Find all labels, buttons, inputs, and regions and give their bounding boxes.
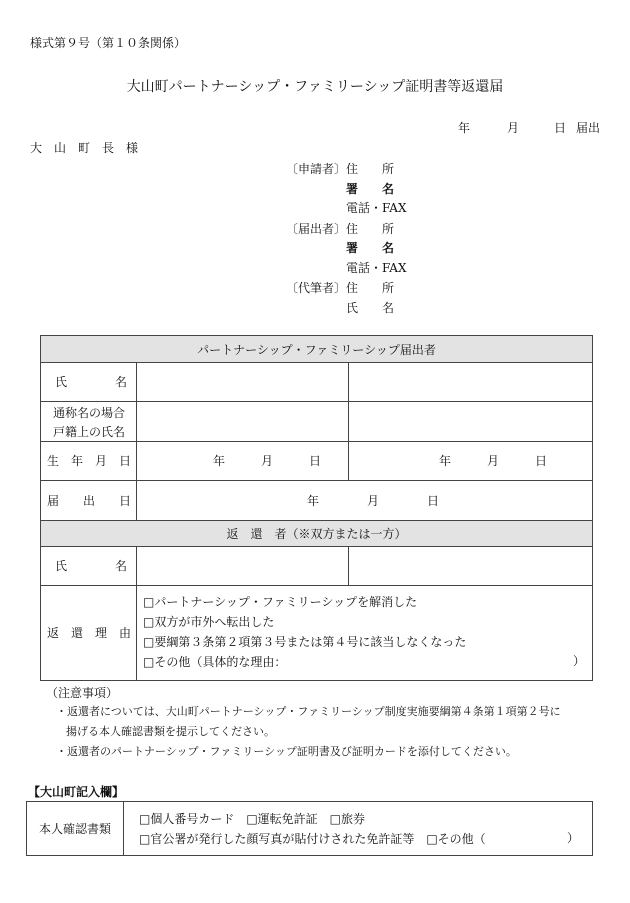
- alias-label-line1: 通称名の場合: [53, 406, 126, 420]
- name-input-1[interactable]: [137, 362, 348, 401]
- proxy-name-label: 氏 名: [346, 301, 395, 315]
- date-submitted-label: 届出: [576, 121, 601, 135]
- reason-option-other[interactable]: □その他（具体的な理由：: [143, 655, 287, 669]
- returner-name-input-1[interactable]: [137, 546, 348, 585]
- addressee: 大 山 町 長 様: [30, 141, 139, 155]
- reason-label: 返 還 理 由: [47, 626, 132, 640]
- reason-close-paren: ）: [573, 654, 586, 668]
- birthdate-value-2[interactable]: 年 月 日: [439, 454, 548, 468]
- birthdate-label: 生 年 月 日: [47, 454, 132, 468]
- office-table: [26, 801, 593, 856]
- page-title: 大山町パートナーシップ・ファミリーシップ証明書等返還届: [126, 79, 504, 95]
- birthdate-value-1[interactable]: 年 月 日: [213, 454, 322, 468]
- alias-label-line2: 戸籍上の氏名: [53, 425, 126, 439]
- notes-item-2: ・返還者のパートナーシップ・ファミリーシップ証明書及び証明カードを添付してください。: [56, 745, 517, 758]
- id-docs-line2[interactable]: □官公署が発行した顔写真が貼付けされた免許証等 □その他（: [139, 832, 486, 846]
- id-docs-close-paren: ）: [567, 831, 580, 845]
- notifier-label: 〔届出者〕: [286, 222, 347, 236]
- date-month-label: 月: [507, 121, 520, 135]
- reason-option-dissolved[interactable]: □パートナーシップ・ファミリーシップを解消した: [143, 595, 418, 609]
- return-header: 返 還 者（※双方または一方）: [226, 526, 407, 541]
- section-header: パートナーシップ・ファミリーシップ届出者: [197, 342, 436, 357]
- proxy-label: 〔代筆者〕: [286, 281, 347, 295]
- column-divider: [123, 802, 124, 855]
- reason-option-no-longer-eligible[interactable]: □要綱第３条第２項第３号または第４号に該当しなくなった: [143, 635, 467, 649]
- date-day-label: 日: [554, 121, 567, 135]
- notes-item-1-cont: 揚げる本人確認書類を提示してください。: [66, 725, 275, 738]
- id-docs-label: 本人確認書類: [39, 822, 112, 836]
- applicant-signature-label: 署 名: [346, 182, 395, 196]
- returner-name-label: 氏 名: [55, 559, 128, 573]
- reason-option-moved-out[interactable]: □双方が市外へ転出した: [143, 615, 275, 629]
- name-input-2[interactable]: [349, 362, 592, 401]
- notification-table: [40, 335, 593, 681]
- office-section-heading: 【大山町記入欄】: [28, 785, 125, 799]
- applicant-phone-label: 電話・FAX: [346, 201, 407, 215]
- alias-input-2[interactable]: [349, 402, 592, 441]
- date-year-label: 年: [458, 121, 471, 135]
- proxy-address-label: 住 所: [346, 281, 395, 295]
- notes-heading: （注意事項）: [46, 686, 119, 700]
- alias-label: [53, 404, 125, 442]
- notifier-signature-label: 署 名: [346, 241, 395, 255]
- applicant-address-label: 住 所: [346, 162, 395, 176]
- alias-input-1[interactable]: [137, 402, 348, 441]
- name-label: 氏 名: [55, 375, 128, 389]
- notifier-address-label: 住 所: [346, 222, 395, 236]
- notifier-phone-label: 電話・FAX: [346, 261, 407, 275]
- id-docs-options: [139, 809, 486, 849]
- reason-options: [143, 592, 466, 672]
- form-number: 様式第９号（第１０条関係）: [30, 36, 187, 50]
- returner-name-input-2[interactable]: [349, 546, 592, 585]
- filing-date-label: 届 出 日: [47, 493, 132, 508]
- filing-date-value[interactable]: 年 月 日: [307, 493, 440, 508]
- notes-item-1: ・返還者については、大山町パートナーシップ・ファミリーシップ制度実施要綱第４条第１項第２号に: [56, 705, 561, 718]
- id-docs-line1[interactable]: □個人番号カード □運転免許証 □旅券: [139, 812, 366, 826]
- applicant-label: 〔申請者〕: [286, 162, 347, 176]
